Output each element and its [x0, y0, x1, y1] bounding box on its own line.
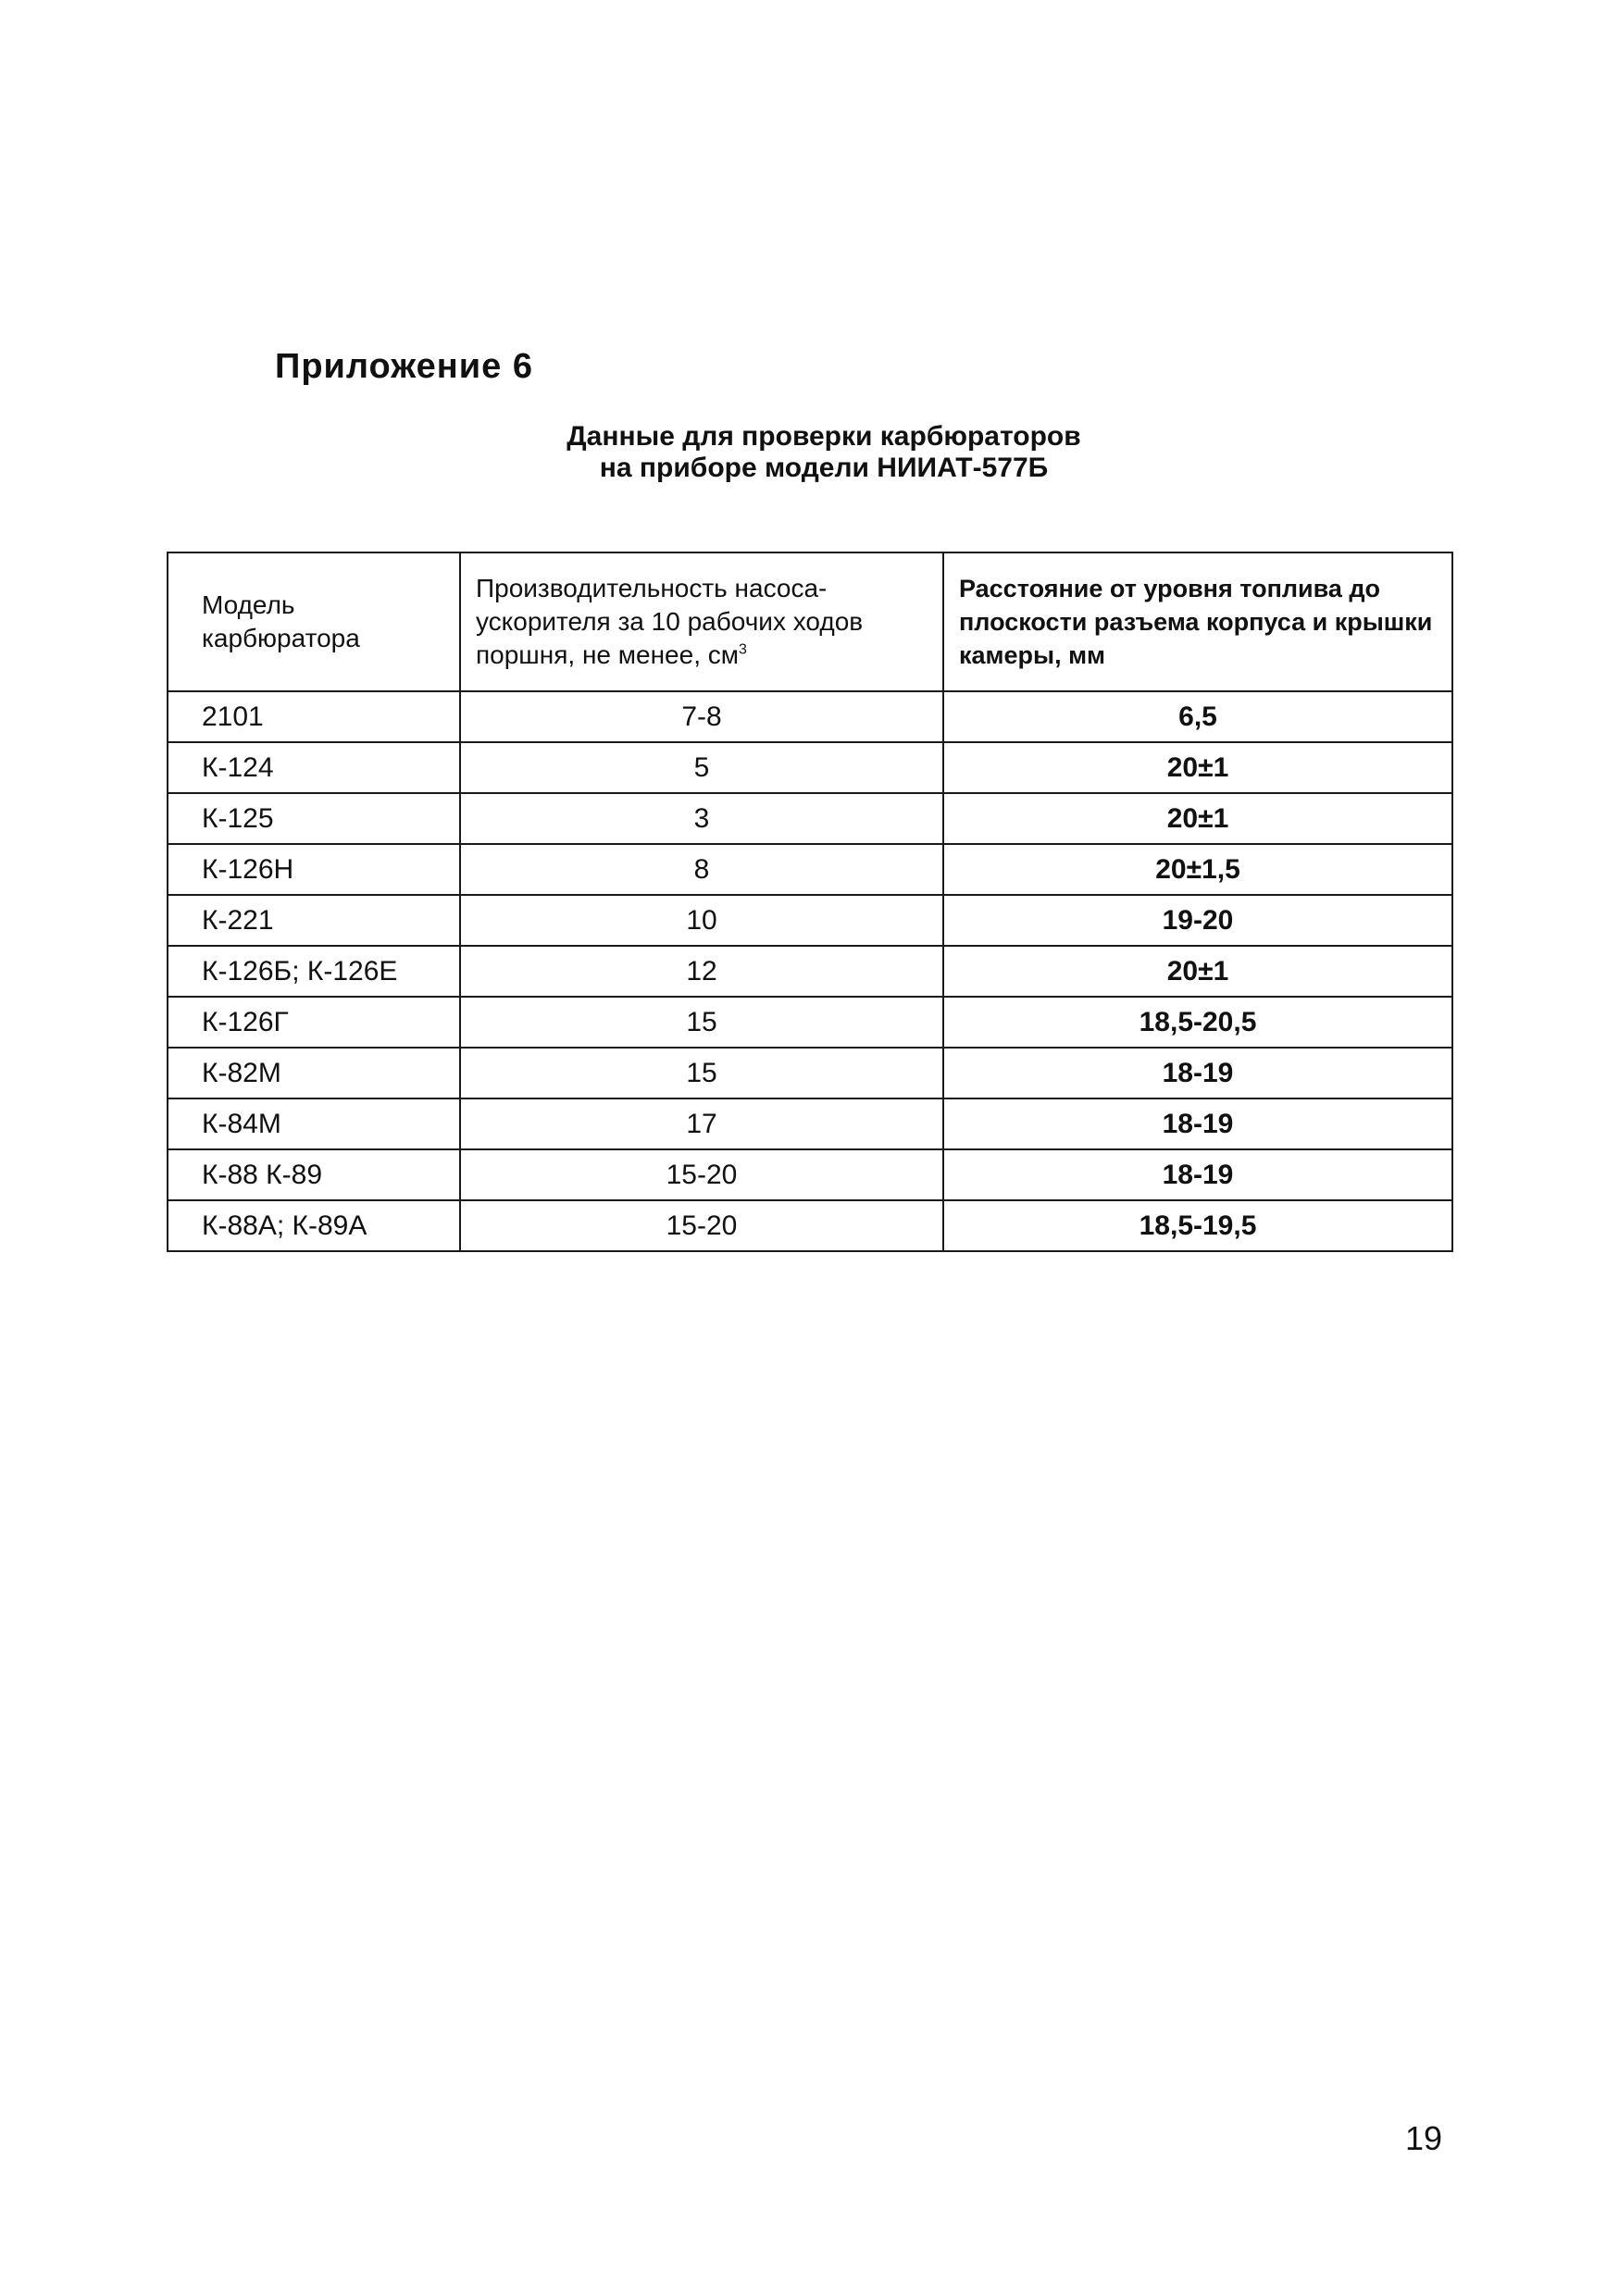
- cell-pump-capacity: 7-8: [460, 691, 943, 742]
- cell-model: К-221: [168, 895, 460, 946]
- cell-pump-capacity: 8: [460, 844, 943, 895]
- table-row: [168, 895, 1452, 946]
- carburetor-check-table: [167, 552, 1453, 1252]
- cell-model: К-126Г: [168, 997, 460, 1048]
- table-row: [168, 997, 1452, 1048]
- cell-distance: 20±1: [943, 793, 1452, 844]
- header-fuel-level-distance: [943, 552, 1452, 691]
- cell-distance: 19-20: [943, 895, 1452, 946]
- cell-model: К-124: [168, 742, 460, 793]
- cell-model: К-82М: [168, 1048, 460, 1098]
- cell-distance: 18-19: [943, 1098, 1452, 1149]
- table-row: [168, 844, 1452, 895]
- header-pump-capacity: [460, 552, 943, 691]
- table-row: [168, 793, 1452, 844]
- table-caption: [407, 421, 1240, 484]
- cell-model: К-84М: [168, 1098, 460, 1149]
- cell-distance: 20±1: [943, 946, 1452, 997]
- table-body: [168, 691, 1452, 1251]
- cell-model: К-125: [168, 793, 460, 844]
- header-pump-capacity-text: Производительность насоса-ускорителя за 10 рабочих ходов поршня, не менее, см: [476, 574, 864, 669]
- cell-pump-capacity: 15-20: [460, 1200, 943, 1251]
- table-row: [168, 1048, 1452, 1098]
- cell-pump-capacity: 15: [460, 997, 943, 1048]
- cell-pump-capacity: 15-20: [460, 1149, 943, 1200]
- cell-pump-capacity: 3: [460, 793, 943, 844]
- table-row: [168, 1200, 1452, 1251]
- cell-distance: 18-19: [943, 1048, 1452, 1098]
- table-row: [168, 742, 1452, 793]
- cell-model: К-126Б; К-126Е: [168, 946, 460, 997]
- table-caption-line-1: Данные для проверки карбюраторов: [567, 421, 1081, 452]
- table-row: [168, 1149, 1452, 1200]
- cell-distance: 18-19: [943, 1149, 1452, 1200]
- cell-model: К-88А; К-89А: [168, 1200, 460, 1251]
- cell-pump-capacity: 15: [460, 1048, 943, 1098]
- cell-pump-capacity: 5: [460, 742, 943, 793]
- header-model-text: Модель карбюратора: [202, 590, 360, 652]
- appendix-heading: Приложение 6: [275, 347, 533, 386]
- cell-model: К-126Н: [168, 844, 460, 895]
- cell-distance: 20±1,5: [943, 844, 1452, 895]
- table-row: [168, 1098, 1452, 1149]
- page-number: 19: [1405, 2119, 1443, 2157]
- cell-distance: 18,5-20,5: [943, 997, 1452, 1048]
- cell-distance: 6,5: [943, 691, 1452, 742]
- table-caption-line-2: на приборе модели НИИАТ-577Б: [599, 453, 1049, 483]
- table-row: [168, 946, 1452, 997]
- cell-pump-capacity: 10: [460, 895, 943, 946]
- header-fuel-level-distance-text: Расстояние от уровня топлива до плоскости разъема корпуса и крышки камеры, мм: [959, 575, 1433, 669]
- cell-pump-capacity: 17: [460, 1098, 943, 1149]
- cell-model: К-88 К-89: [168, 1149, 460, 1200]
- cell-distance: 20±1: [943, 742, 1452, 793]
- table-header-row: [168, 552, 1452, 691]
- header-model: [168, 552, 460, 691]
- table-row: [168, 691, 1452, 742]
- cell-model: 2101: [168, 691, 460, 742]
- cell-distance: 18,5-19,5: [943, 1200, 1452, 1251]
- cell-pump-capacity: 12: [460, 946, 943, 997]
- unit-superscript: 3: [739, 641, 747, 658]
